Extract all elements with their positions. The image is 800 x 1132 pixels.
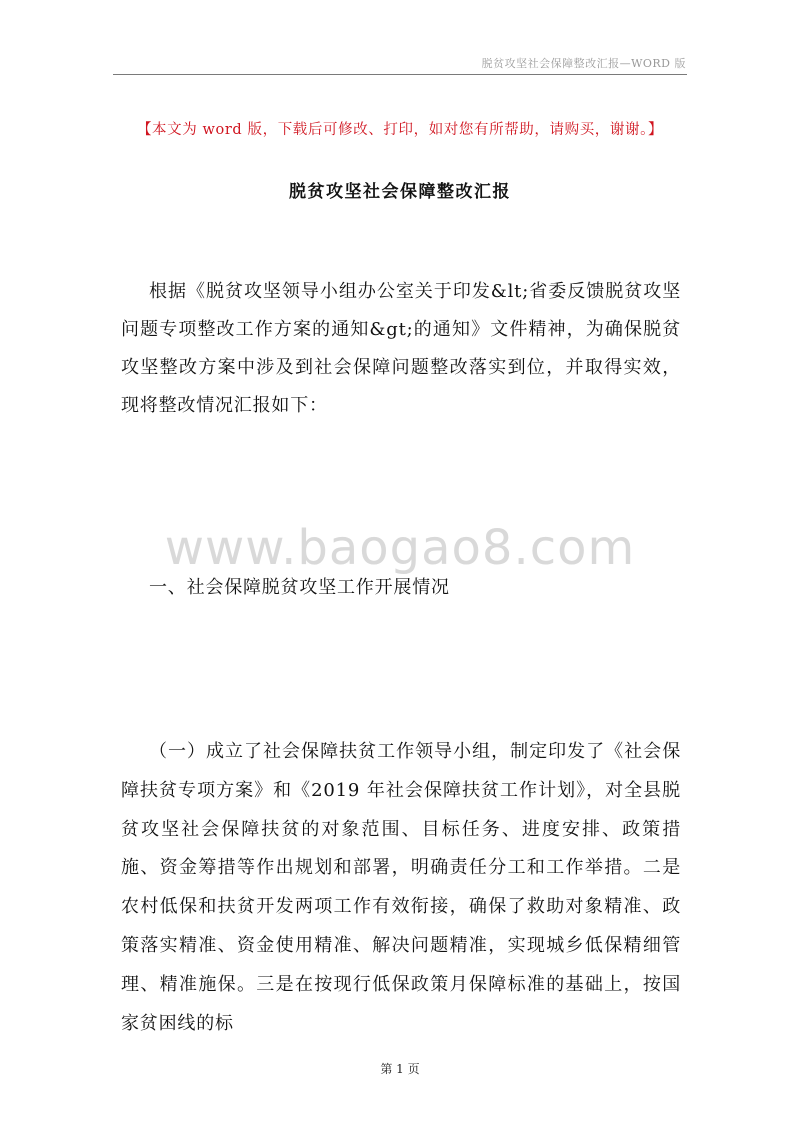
- purchase-notice: 【本文为 word 版，下载后可修改、打印，如对您有所帮助，请购买，谢谢。】: [136, 122, 664, 138]
- intro-paragraph: 根据《脱贫攻坚领导小组办公室关于印发&lt;省委反馈脱贫攻坚问题专项整改工作方案的通知&gt;的通知》文件精神，为确保脱贫攻坚整改方案中涉及到社会保障问题整改落实到位，并取得实效，现将整改情况汇报如下：: [121, 281, 681, 416]
- header-divider: [113, 74, 687, 75]
- section-heading: 一、社会保障脱贫攻坚工作开展情况: [149, 577, 450, 598]
- body-paragraph: （一）成立了社会保障扶贫工作领导小组，制定印发了《社会保障扶贫专项方案》和《2019 年社会保障扶贫工作计划》，对全县脱贫攻坚社会保障扶贫的对象范围、目标任务、进度安排、政策措施、资金筹措等作出规划和部署，明确责任分工和工作举措。二是农村低保和扶贫开发两项工作有效衔接，确保了救助对象精准、政策落实精准、资金使用精准、解决问题精准，实现城乡低保精细管理、精准施保。三是在按现行低保政策月保障标准的基础上，按国家贫困线的标: [121, 741, 681, 1034]
- page-number: 第 1 页: [380, 1062, 420, 1076]
- document-title: 脱贫攻坚社会保障整改汇报: [289, 182, 511, 202]
- running-header: 脱贫攻坚社会保障整改汇报—WORD 版: [481, 57, 686, 70]
- watermark: www.baogao8.com: [164, 520, 636, 576]
